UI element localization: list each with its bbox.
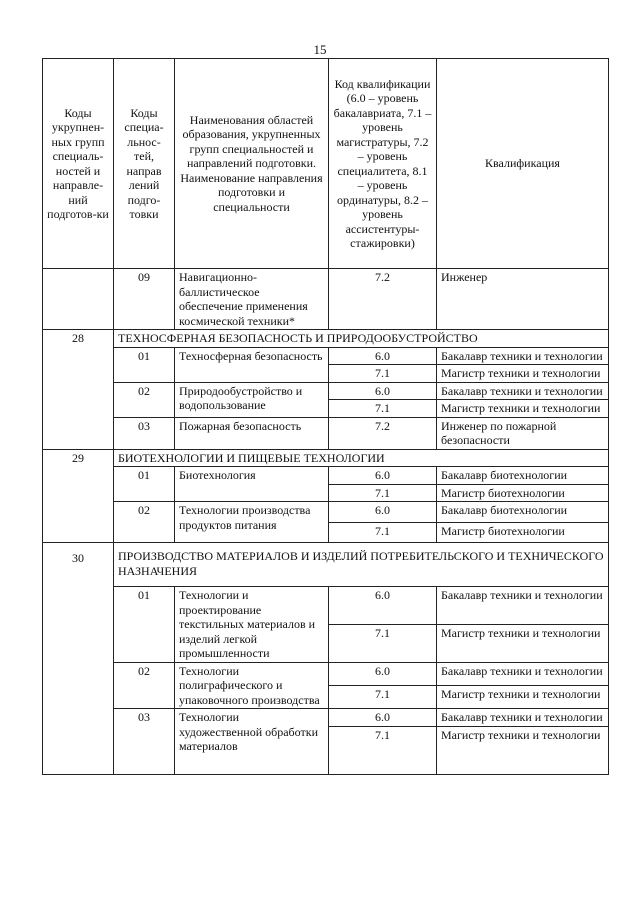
specialty-code: 03 [114, 417, 175, 449]
qualification-level: 6.0 [329, 662, 437, 685]
qualification: Бакалавр биотехнологии [437, 502, 609, 523]
header-names: Наименования областей образования, укрупненных групп специальностей и направлений подготовки. Наименование направления подготовки и специальности [175, 59, 329, 269]
specialty-code: 01 [114, 467, 175, 502]
qualification: Бакалавр техники и технологии [437, 709, 609, 727]
table-row [43, 502, 609, 523]
qualification-level: 7.1 [329, 685, 437, 708]
specialty-name: Природообустройство и водопользование [175, 382, 329, 417]
header-qualification: Квалификация [437, 59, 609, 269]
qualification: Инженер [437, 269, 609, 330]
group-row [43, 330, 609, 348]
qualification-level: 7.2 [329, 417, 437, 449]
group-code: 30 [43, 543, 114, 775]
specialty-name: Технологии полиграфического и упаковочного производства [175, 662, 329, 709]
specialty-code: 01 [114, 587, 175, 663]
specialty-code: 02 [114, 382, 175, 417]
qualification-level: 6.0 [329, 587, 437, 625]
qualification: Магистр биотехнологии [437, 484, 609, 502]
header-group-codes: Коды укрупнен-ных групп специаль-ностей и направле-ний подготов-ки [43, 59, 114, 269]
group-row [43, 543, 609, 587]
qualification-level: 7.1 [329, 365, 437, 383]
group-title: ТЕХНОСФЕРНАЯ БЕЗОПАСНОСТЬ И ПРИРОДООБУСТРОЙСТВО [114, 330, 609, 348]
qualification: Магистр техники и технологии [437, 365, 609, 383]
header-specialty-codes: Коды специа-льнос-тей, направ лений подго-товки [114, 59, 175, 269]
table-row [43, 662, 609, 685]
qualification: Магистр техники и технологии [437, 726, 609, 774]
qualification-level: 6.0 [329, 467, 437, 485]
qualification: Бакалавр техники и технологии [437, 662, 609, 685]
qualification-level: 7.1 [329, 484, 437, 502]
specialty-name: Биотехнология [175, 467, 329, 502]
qualification-level: 6.0 [329, 382, 437, 400]
table-row [43, 467, 609, 485]
specialty-code: 09 [114, 269, 175, 330]
header-qualification-code: Код квалификации (6.0 – уровень бакалавриата, 7.1 – уровень магистратуры, 7.2 – уровень специалитета, 8.1 – уровень ординатуры, 8.2 – уровень ассистентуры-стажировки) [329, 59, 437, 269]
qualification-level: 6.0 [329, 709, 437, 727]
qualification: Магистр биотехнологии [437, 522, 609, 543]
table-row [43, 587, 609, 625]
table-header-row [43, 59, 609, 269]
group-title: БИОТЕХНОЛОГИИ И ПИЩЕВЫЕ ТЕХНОЛОГИИ [114, 449, 609, 467]
group-title: ПРОИЗВОДСТВО МАТЕРИАЛОВ И ИЗДЕЛИЙ ПОТРЕБИТЕЛЬСКОГО И ТЕХНИЧЕСКОГО НАЗНАЧЕНИЯ [114, 543, 609, 587]
specialty-name: Пожарная безопасность [175, 417, 329, 449]
specialty-name: Технологии художественной обработки материалов [175, 709, 329, 775]
table-row [43, 417, 609, 449]
table-row [43, 382, 609, 400]
specialty-code: 01 [114, 347, 175, 382]
specialty-code: 02 [114, 502, 175, 543]
qualification: Бакалавр техники и технологии [437, 347, 609, 365]
qualification-level: 7.1 [329, 522, 437, 543]
table-row [43, 269, 609, 330]
qualification: Инженер по пожарной безопасности [437, 417, 609, 449]
specialty-code: 03 [114, 709, 175, 775]
table-row [43, 709, 609, 727]
specialty-name: Технологии и проектирование текстильных материалов и изделий легкой промышленности [175, 587, 329, 663]
qualification-level: 6.0 [329, 502, 437, 523]
qualifications-table [42, 58, 609, 775]
qualification-level: 6.0 [329, 347, 437, 365]
group-row [43, 449, 609, 467]
qualification-level: 7.1 [329, 726, 437, 774]
table-row [43, 347, 609, 365]
specialty-name: Техносферная безопасность [175, 347, 329, 382]
qualification-level: 7.1 [329, 624, 437, 662]
qualification: Магистр техники и технологии [437, 400, 609, 418]
specialty-code: 02 [114, 662, 175, 709]
specialty-name: Технологии производства продуктов питания [175, 502, 329, 543]
qualification-level: 7.1 [329, 400, 437, 418]
qualification: Бакалавр биотехнологии [437, 467, 609, 485]
qualification: Магистр техники и технологии [437, 624, 609, 662]
qualification: Магистр техники и технологии [437, 685, 609, 708]
specialty-name: Навигационно-баллистическое обеспечение применения космической техники* [175, 269, 329, 330]
qualification-level: 7.2 [329, 269, 437, 330]
group-code: 28 [43, 330, 114, 450]
qualification: Бакалавр техники и технологии [437, 382, 609, 400]
page-number: 15 [313, 42, 327, 57]
group-code: 29 [43, 449, 114, 543]
qualification: Бакалавр техники и технологии [437, 587, 609, 625]
